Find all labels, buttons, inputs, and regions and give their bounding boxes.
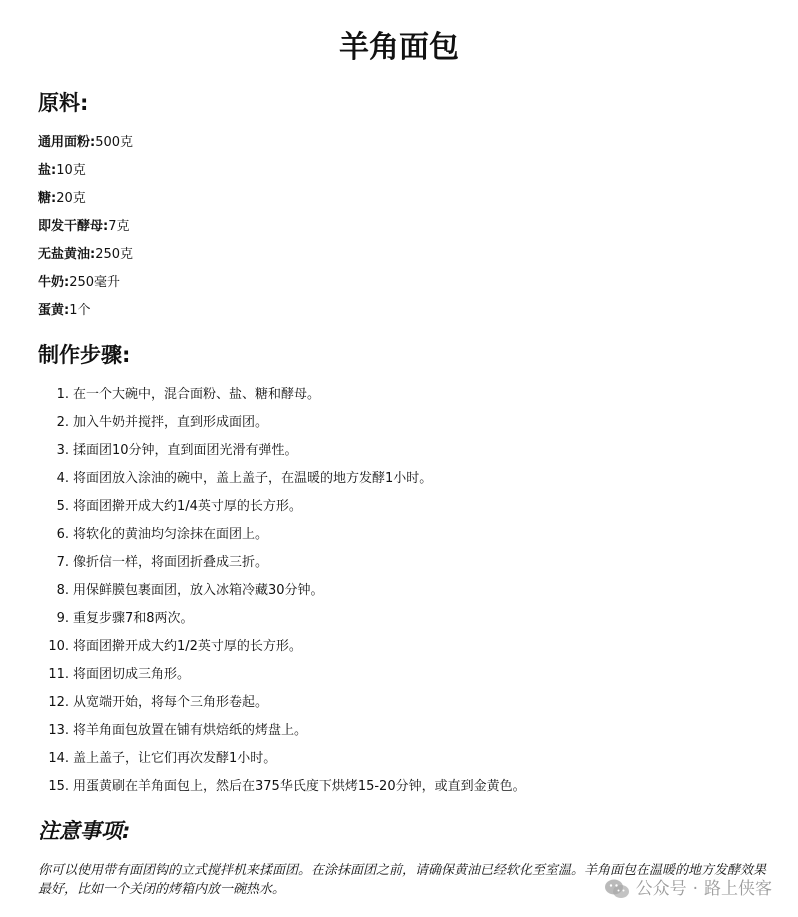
step-text: 将羊角面包放置在铺有烘焙纸的烤盘上。 <box>73 723 308 738</box>
step-item <box>38 497 758 525</box>
ingredient-item <box>38 273 133 301</box>
ingredient-item <box>38 217 133 245</box>
ingredient-name: 即发干酵母: <box>38 219 109 234</box>
watermark-source: 公众号 <box>635 879 687 899</box>
ingredient-item <box>38 161 133 189</box>
step-text: 将面团放入涂油的碗中，盖上盖子，在温暖的地方发酵1小时。 <box>73 471 433 486</box>
step-text: 在一个大碗中，混合面粉、盐、糖和酵母。 <box>73 387 321 402</box>
step-text: 盖上盖子，让它们再次发酵1小时。 <box>73 751 277 766</box>
ingredient-amount: 250毫升 <box>69 275 121 290</box>
ingredient-name: 通用面粉: <box>38 135 96 150</box>
ingredient-amount: 250克 <box>95 247 134 262</box>
step-item <box>38 777 758 805</box>
step-item <box>38 721 758 749</box>
ingredient-amount: 500克 <box>95 135 134 150</box>
ingredient-list <box>38 133 133 329</box>
ingredient-amount: 10克 <box>56 163 86 178</box>
step-number: 15. <box>48 779 69 794</box>
ingredients-heading: 原料: <box>38 91 89 115</box>
step-number: 14. <box>48 751 69 766</box>
ingredient-item <box>38 301 133 329</box>
step-number: 4. <box>56 471 69 486</box>
steps-heading: 制作步骤: <box>38 343 131 367</box>
step-number: 8. <box>56 583 69 598</box>
step-text: 将面团擀开成大约1/4英寸厚的长方形。 <box>73 499 302 514</box>
ingredient-item <box>38 245 133 273</box>
ingredient-name: 无盐黄油: <box>38 247 96 262</box>
ingredient-name: 牛奶: <box>38 275 70 290</box>
ingredient-name: 盐: <box>38 163 57 178</box>
step-number: 13. <box>48 723 69 738</box>
ingredient-name: 蛋黄: <box>38 303 70 318</box>
notes-text: 你可以使用带有面团钩的立式搅拌机来揉面团。在涂抹面团之前，请确保黄油已经软化至室温。羊角面包在温暖的地方发酵效果最好，比如一个关闭的烤箱内放一碗热水。 <box>38 863 767 897</box>
step-text: 加入牛奶并搅拌，直到形成面团。 <box>73 415 269 430</box>
step-item <box>38 469 758 497</box>
step-item <box>38 553 758 581</box>
step-item <box>38 385 758 413</box>
wechat-icon <box>604 878 630 900</box>
step-text: 像折信一样，将面团折叠成三折。 <box>73 555 269 570</box>
step-item <box>38 581 758 609</box>
step-text: 用蛋黄刷在羊角面包上，然后在375华氏度下烘烤15-20分钟，或直到金黄色。 <box>73 779 526 794</box>
step-number: 9. <box>56 611 69 626</box>
step-item <box>38 665 758 693</box>
notes-heading: 注意事项: <box>38 819 131 843</box>
ingredient-item <box>38 133 133 161</box>
step-item <box>38 525 758 553</box>
step-item <box>38 413 758 441</box>
ingredient-name: 糖: <box>38 191 57 206</box>
watermark-separator: · <box>692 879 698 899</box>
step-number: 2. <box>56 415 69 430</box>
step-text: 将软化的黄油均匀涂抹在面团上。 <box>73 527 269 542</box>
step-number: 11. <box>48 667 69 682</box>
step-number: 10. <box>48 639 69 654</box>
step-text: 揉面团10分钟，直到面团光滑有弹性。 <box>73 443 298 458</box>
step-text: 将面团擀开成大约1/2英寸厚的长方形。 <box>73 639 302 654</box>
step-text: 将面团切成三角形。 <box>73 667 191 682</box>
step-item <box>38 609 758 637</box>
step-list <box>38 385 758 805</box>
ingredient-amount: 1个 <box>69 303 91 318</box>
page-title: 羊角面包 <box>339 30 459 65</box>
step-item <box>38 693 758 721</box>
step-text: 重复步骤7和8两次。 <box>73 611 194 626</box>
step-text: 从宽端开始，将每个三角形卷起。 <box>73 695 269 710</box>
ingredient-item <box>38 189 133 217</box>
step-number: 12. <box>48 695 69 710</box>
step-number: 6. <box>56 527 69 542</box>
step-number: 7. <box>56 555 69 570</box>
step-text: 用保鲜膜包裹面团，放入冰箱冷藏30分钟。 <box>73 583 324 598</box>
step-number: 3. <box>56 443 69 458</box>
step-item <box>38 749 758 777</box>
step-item <box>38 441 758 469</box>
step-item <box>38 637 758 665</box>
watermark <box>604 877 772 901</box>
step-number: 1. <box>56 387 69 402</box>
ingredient-amount: 20克 <box>56 191 86 206</box>
step-number: 5. <box>56 499 69 514</box>
watermark-account: 路上侠客 <box>704 879 772 899</box>
ingredient-amount: 7克 <box>108 219 130 234</box>
